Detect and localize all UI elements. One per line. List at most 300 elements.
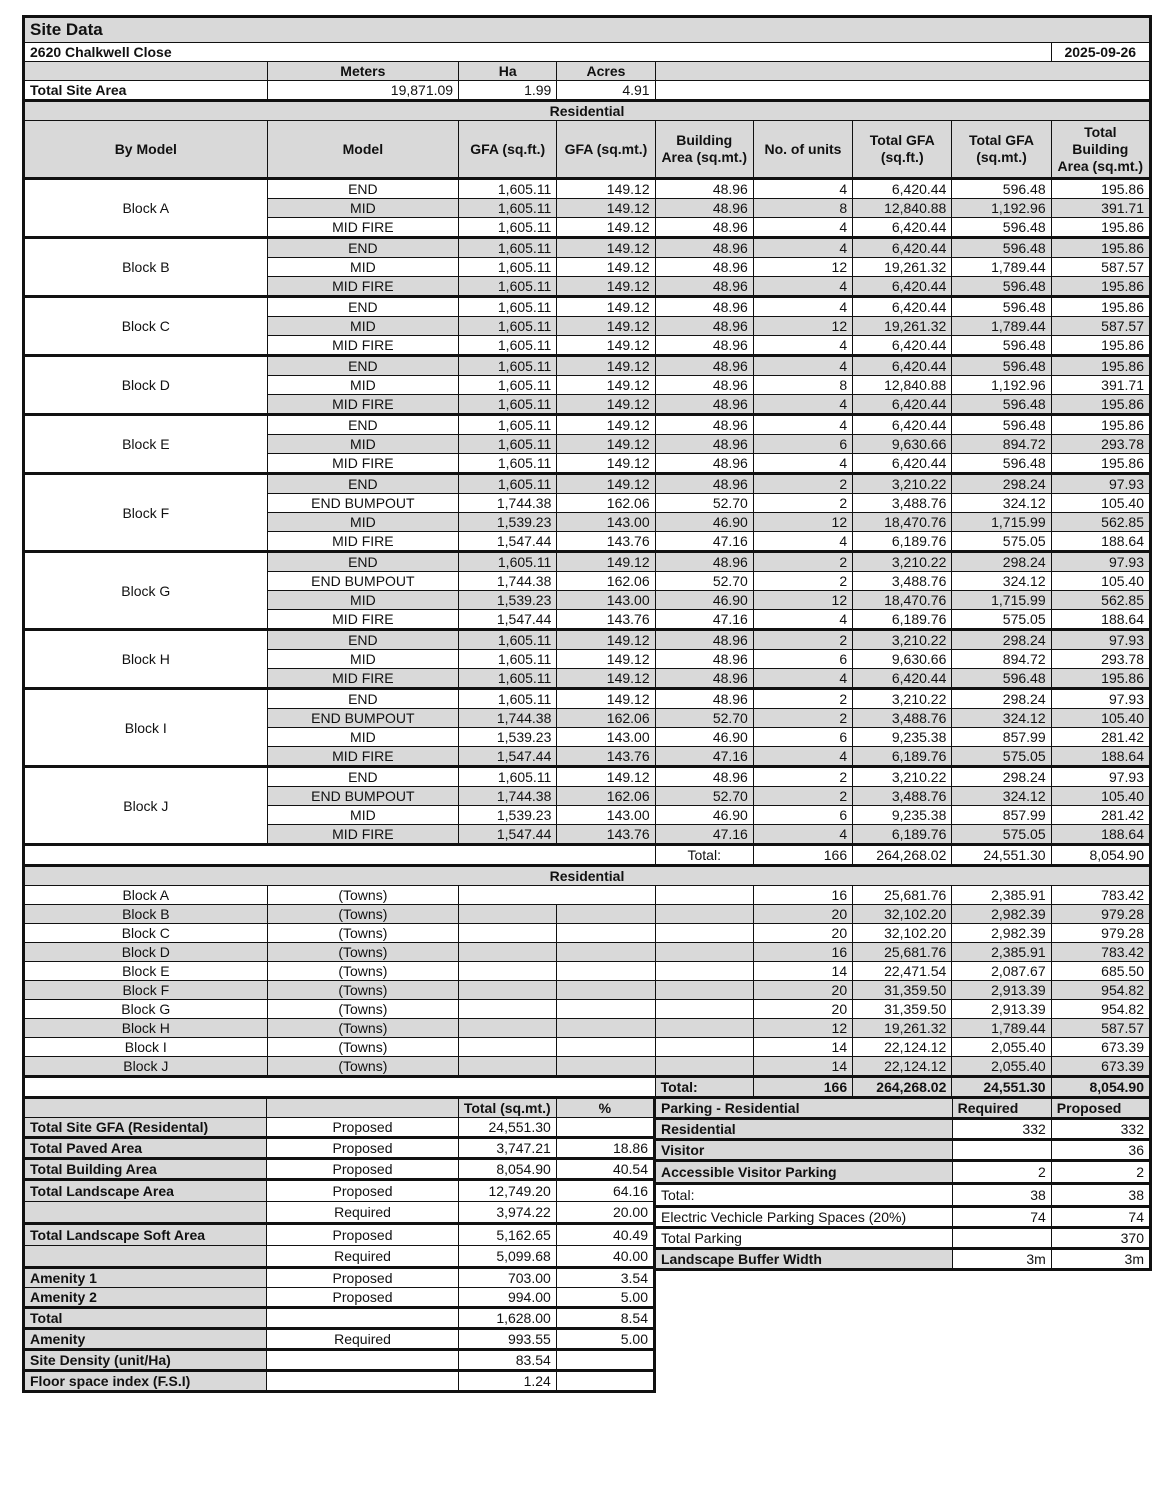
unit-count: 2 xyxy=(753,630,852,650)
total-gfa-sqm: 575.05 xyxy=(952,610,1051,630)
block-name: Block A xyxy=(24,886,268,905)
summary-percent: 5.00 xyxy=(556,1288,654,1308)
total-gfa-sqft: 31,359.50 xyxy=(853,981,952,1000)
gfa-sqft: 1,539.23 xyxy=(459,591,557,610)
model-name: MID FIRE xyxy=(267,669,458,689)
total-gfa-sqft: 6,420.44 xyxy=(853,179,952,199)
unit-count: 4 xyxy=(753,610,852,630)
summary-row xyxy=(24,1350,655,1371)
gfa-sqft: 1,547.44 xyxy=(459,747,557,767)
model-name: END BUMPOUT xyxy=(267,572,458,591)
blank-cell xyxy=(655,981,753,1000)
gfa-sqft: 1,605.11 xyxy=(459,218,557,238)
total-building-area: 979.28 xyxy=(1051,924,1150,943)
total-gfa-sqm: 324.12 xyxy=(952,572,1051,591)
total-gfa-sqft: 6,189.76 xyxy=(853,532,952,552)
total-gfa-sqft: 6,420.44 xyxy=(853,669,952,689)
residential-section-title: Residential xyxy=(24,101,1151,121)
table-row xyxy=(24,297,1151,317)
total-gfa-sqm: 1,192.96 xyxy=(952,376,1051,395)
building-area: 52.70 xyxy=(655,787,753,806)
site-area-acres: 4.91 xyxy=(557,81,655,101)
unit-count: 6 xyxy=(753,806,852,825)
summary-row xyxy=(24,1308,655,1329)
gfa-sqm: 149.12 xyxy=(557,415,655,435)
building-area: 47.16 xyxy=(655,610,753,630)
model-name: MID FIRE xyxy=(267,610,458,630)
unit-count: 4 xyxy=(753,218,852,238)
model-name: MID FIRE xyxy=(267,825,458,845)
total-gfa-sqft: 6,420.44 xyxy=(853,336,952,356)
building-area: 48.96 xyxy=(655,474,753,494)
unit-count: 20 xyxy=(753,905,852,924)
summary-label: Total Building Area xyxy=(24,1159,267,1180)
building-area: 48.96 xyxy=(655,258,753,277)
model-name: MID FIRE xyxy=(267,747,458,767)
gfa-sqft: 1,547.44 xyxy=(459,825,557,845)
summary-row xyxy=(24,1371,655,1392)
total-gfa-sqft: 19,261.32 xyxy=(853,1019,952,1038)
total-gfa-sqm: 298.24 xyxy=(952,689,1051,709)
summary-total: 1,628.00 xyxy=(458,1308,556,1329)
summary-percent: 3.54 xyxy=(556,1268,654,1288)
total-gfa-sqft: 12,840.88 xyxy=(853,199,952,218)
summary-row xyxy=(24,1159,655,1180)
total-building-area: 195.86 xyxy=(1051,179,1150,199)
total-gfa-sqft: 3,488.76 xyxy=(853,709,952,728)
building-area: 52.70 xyxy=(655,572,753,591)
gfa-sqm: 149.12 xyxy=(557,356,655,376)
model-name: MID xyxy=(267,317,458,336)
model-name: MID xyxy=(267,806,458,825)
model-name: END BUMPOUT xyxy=(267,709,458,728)
table-row xyxy=(24,630,1151,650)
unit-count: 4 xyxy=(753,277,852,297)
model-name: MID xyxy=(267,650,458,669)
table-row xyxy=(24,924,1151,943)
total-gfa-sqm: 298.24 xyxy=(952,767,1051,787)
block-name: Block E xyxy=(24,962,268,981)
block-type: (Towns) xyxy=(267,962,458,981)
block-name: Block B xyxy=(24,238,268,297)
parking-required: 2 xyxy=(952,1161,1051,1184)
summary-status xyxy=(267,1350,458,1371)
blank-cell xyxy=(557,1019,655,1038)
lower-section xyxy=(22,1096,1152,1393)
total-gfa-sqft: 9,630.66 xyxy=(853,650,952,669)
parking-proposed: 370 xyxy=(1051,1228,1150,1249)
total-gfa-sqm: 2,913.39 xyxy=(952,981,1051,1000)
parking-row xyxy=(655,1249,1151,1270)
total-gfa-sqft: 32,102.20 xyxy=(853,905,952,924)
total-building-area: 195.86 xyxy=(1051,669,1150,689)
total-building-area: 195.86 xyxy=(1051,238,1150,258)
total-building-area: 673.39 xyxy=(1051,1057,1150,1077)
sheet-title: Site Data xyxy=(24,17,1151,43)
blank-cell xyxy=(557,962,655,981)
blank-cell xyxy=(557,1038,655,1057)
by-block-total-label: Total: xyxy=(655,1077,753,1098)
gfa-sqm: 149.12 xyxy=(557,689,655,709)
total-gfa-sqft: 3,488.76 xyxy=(853,494,952,513)
model-name: MID FIRE xyxy=(267,277,458,297)
summary-row xyxy=(24,1118,655,1138)
building-area: 48.96 xyxy=(655,238,753,258)
total-gfa-sqft: 6,420.44 xyxy=(853,238,952,258)
summary-percent xyxy=(556,1350,654,1371)
block-name: Block D xyxy=(24,356,268,415)
blank-cell xyxy=(24,1098,267,1118)
total-building-area: 188.64 xyxy=(1051,610,1150,630)
summary-status: Proposed xyxy=(267,1180,458,1202)
total-gfa-sqft: 22,471.54 xyxy=(853,962,952,981)
gfa-sqft: 1,744.38 xyxy=(459,787,557,806)
gfa-sqft: 1,605.11 xyxy=(459,669,557,689)
summary-table xyxy=(22,1096,656,1393)
unit-count: 4 xyxy=(753,238,852,258)
table-row xyxy=(24,962,1151,981)
model-name: END xyxy=(267,415,458,435)
summary-row xyxy=(24,1224,655,1246)
table-row xyxy=(24,1019,1151,1038)
gfa-sqft: 1,605.11 xyxy=(459,376,557,395)
total-gfa-sqft: 19,261.32 xyxy=(853,258,952,277)
total-gfa-sqm: 596.48 xyxy=(952,669,1051,689)
summary-total: 994.00 xyxy=(458,1288,556,1308)
summary-label: Site Density (unit/Ha) xyxy=(24,1350,267,1371)
block-name: Block J xyxy=(24,1057,268,1077)
blank-cell xyxy=(459,1019,557,1038)
col-units: No. of units xyxy=(753,121,852,179)
parking-row xyxy=(655,1228,1151,1249)
gfa-sqm: 149.12 xyxy=(557,277,655,297)
col-required: Required xyxy=(952,1098,1051,1119)
block-name: Block C xyxy=(24,297,268,356)
total-building-area: 188.64 xyxy=(1051,747,1150,767)
gfa-sqft: 1,539.23 xyxy=(459,806,557,825)
summary-row xyxy=(24,1246,655,1268)
total-building-area: 281.42 xyxy=(1051,728,1150,747)
total-gfa-sqft: 18,470.76 xyxy=(853,513,952,532)
col-total-building-area: Total Building Area (sq.mt.) xyxy=(1051,121,1150,179)
gfa-sqm: 149.12 xyxy=(557,199,655,218)
block-name: Block C xyxy=(24,924,268,943)
model-name: MID xyxy=(267,513,458,532)
blank-cell xyxy=(557,1057,655,1077)
summary-status: Proposed xyxy=(267,1118,458,1138)
summary-percent: 40.49 xyxy=(556,1224,654,1246)
parking-section-title: Parking - Residential xyxy=(655,1098,953,1119)
total-gfa-sqft: 22,124.12 xyxy=(853,1038,952,1057)
by-model-total-gfa-sqft: 264,268.02 xyxy=(853,845,952,866)
building-area: 47.16 xyxy=(655,825,753,845)
building-area: 48.96 xyxy=(655,454,753,474)
gfa-sqm: 143.76 xyxy=(557,610,655,630)
unit-count: 4 xyxy=(753,454,852,474)
parking-proposed: 74 xyxy=(1051,1207,1150,1228)
model-name: MID xyxy=(267,591,458,610)
total-gfa-sqft: 6,420.44 xyxy=(853,395,952,415)
unit-count: 16 xyxy=(753,886,852,905)
unit-count: 2 xyxy=(753,474,852,494)
gfa-sqm: 149.12 xyxy=(557,376,655,395)
model-name: MID FIRE xyxy=(267,336,458,356)
gfa-sqft: 1,744.38 xyxy=(459,494,557,513)
by-model-total-label: Total: xyxy=(655,845,753,866)
table-row xyxy=(24,179,1151,199)
unit-count: 8 xyxy=(753,199,852,218)
blank-cell xyxy=(459,1000,557,1019)
blank-cell xyxy=(655,905,753,924)
blank-cell xyxy=(459,905,557,924)
gfa-sqft: 1,539.23 xyxy=(459,728,557,747)
parking-required xyxy=(952,1140,1051,1161)
total-gfa-sqm: 298.24 xyxy=(952,630,1051,650)
unit-count: 4 xyxy=(753,747,852,767)
summary-label: Total xyxy=(24,1308,267,1329)
total-gfa-sqm: 596.48 xyxy=(952,395,1051,415)
unit-count: 12 xyxy=(753,317,852,336)
total-building-area: 97.93 xyxy=(1051,689,1150,709)
total-gfa-sqft: 6,420.44 xyxy=(853,356,952,376)
total-gfa-sqft: 6,420.44 xyxy=(853,415,952,435)
model-name: END BUMPOUT xyxy=(267,494,458,513)
parking-label: Visitor xyxy=(655,1140,953,1161)
total-gfa-sqm: 298.24 xyxy=(952,474,1051,494)
total-gfa-sqft: 3,210.22 xyxy=(853,689,952,709)
total-gfa-sqft: 3,210.22 xyxy=(853,767,952,787)
unit-count: 20 xyxy=(753,981,852,1000)
parking-label: Residential xyxy=(655,1119,953,1140)
total-gfa-sqm: 596.48 xyxy=(952,238,1051,258)
parking-row xyxy=(655,1161,1151,1184)
blank-cell xyxy=(655,943,753,962)
unit-count: 12 xyxy=(753,258,852,277)
total-gfa-sqft: 9,235.38 xyxy=(853,728,952,747)
table-row xyxy=(24,356,1151,376)
summary-row xyxy=(24,1268,655,1288)
table-row xyxy=(24,238,1151,258)
blank-cell xyxy=(557,905,655,924)
blank-cell xyxy=(557,981,655,1000)
summary-label: Amenity 2 xyxy=(24,1288,267,1308)
gfa-sqft: 1,605.11 xyxy=(459,552,557,572)
block-type: (Towns) xyxy=(267,905,458,924)
block-type: (Towns) xyxy=(267,886,458,905)
building-area: 47.16 xyxy=(655,532,753,552)
building-area: 46.90 xyxy=(655,591,753,610)
summary-row xyxy=(24,1180,655,1202)
parking-label: Electric Vechicle Parking Spaces (20%) xyxy=(655,1207,953,1228)
total-gfa-sqft: 19,261.32 xyxy=(853,317,952,336)
unit-count: 4 xyxy=(753,532,852,552)
block-name: Block I xyxy=(24,689,268,767)
summary-row xyxy=(24,1329,655,1350)
site-area-meters: 19,871.09 xyxy=(267,81,458,101)
total-building-area: 954.82 xyxy=(1051,1000,1150,1019)
total-gfa-sqm: 596.48 xyxy=(952,218,1051,238)
summary-status: Proposed xyxy=(267,1224,458,1246)
summary-total: 5,162.65 xyxy=(458,1224,556,1246)
parking-required: 332 xyxy=(952,1119,1051,1140)
summary-percent: 64.16 xyxy=(556,1180,654,1202)
total-building-area: 97.93 xyxy=(1051,767,1150,787)
model-name: MID xyxy=(267,376,458,395)
total-gfa-sqft: 12,840.88 xyxy=(853,376,952,395)
col-meters: Meters xyxy=(267,62,458,81)
model-name: MID xyxy=(267,199,458,218)
total-gfa-sqm: 1,789.44 xyxy=(952,258,1051,277)
gfa-sqft: 1,605.11 xyxy=(459,435,557,454)
total-gfa-sqm: 2,385.91 xyxy=(952,886,1051,905)
parking-proposed: 2 xyxy=(1051,1161,1150,1184)
gfa-sqm: 162.06 xyxy=(557,494,655,513)
gfa-sqm: 149.12 xyxy=(557,474,655,494)
building-area: 52.70 xyxy=(655,709,753,728)
total-gfa-sqm: 857.99 xyxy=(952,728,1051,747)
unit-count: 16 xyxy=(753,943,852,962)
building-area: 48.96 xyxy=(655,395,753,415)
model-name: END xyxy=(267,179,458,199)
summary-label: Total Landscape Area xyxy=(24,1180,267,1202)
building-area: 48.96 xyxy=(655,376,753,395)
blank-cell xyxy=(459,924,557,943)
gfa-sqft: 1,605.11 xyxy=(459,767,557,787)
summary-percent: 40.00 xyxy=(556,1246,654,1268)
model-name: END xyxy=(267,474,458,494)
blank-cell xyxy=(459,943,557,962)
unit-count: 4 xyxy=(753,669,852,689)
gfa-sqm: 149.12 xyxy=(557,336,655,356)
unit-count: 12 xyxy=(753,591,852,610)
site-area-ha: 1.99 xyxy=(459,81,557,101)
total-gfa-sqft: 25,681.76 xyxy=(853,943,952,962)
gfa-sqm: 143.00 xyxy=(557,728,655,747)
by-block-total-building-area: 8,054.90 xyxy=(1051,1077,1150,1098)
gfa-sqft: 1,744.38 xyxy=(459,709,557,728)
block-name: Block F xyxy=(24,474,268,552)
total-gfa-sqm: 857.99 xyxy=(952,806,1051,825)
summary-label: Total Site GFA (Residental) xyxy=(24,1118,267,1138)
total-gfa-sqft: 9,630.66 xyxy=(853,435,952,454)
total-building-area: 673.39 xyxy=(1051,1038,1150,1057)
sheet-date: 2025-09-26 xyxy=(1051,43,1150,62)
building-area: 48.96 xyxy=(655,689,753,709)
blank-cell xyxy=(24,1077,656,1098)
summary-total: 1.24 xyxy=(458,1371,556,1392)
model-name: END xyxy=(267,689,458,709)
total-gfa-sqft: 3,210.22 xyxy=(853,630,952,650)
site-data-sheet xyxy=(22,15,1152,1393)
total-building-area: 97.93 xyxy=(1051,474,1150,494)
total-building-area: 293.78 xyxy=(1051,650,1150,669)
gfa-sqft: 1,605.11 xyxy=(459,356,557,376)
total-building-area: 195.86 xyxy=(1051,218,1150,238)
parking-required: 3m xyxy=(952,1249,1051,1270)
total-gfa-sqft: 25,681.76 xyxy=(853,886,952,905)
table-row xyxy=(24,1038,1151,1057)
total-gfa-sqm: 575.05 xyxy=(952,825,1051,845)
table-row xyxy=(24,474,1151,494)
summary-label xyxy=(24,1202,267,1224)
blank-cell xyxy=(459,981,557,1000)
gfa-sqm: 143.76 xyxy=(557,532,655,552)
blank-cell xyxy=(655,62,1150,81)
model-name: MID xyxy=(267,728,458,747)
total-gfa-sqft: 9,235.38 xyxy=(853,806,952,825)
total-gfa-sqm: 1,715.99 xyxy=(952,513,1051,532)
blank-cell xyxy=(655,1057,753,1077)
total-building-area: 293.78 xyxy=(1051,435,1150,454)
model-name: END xyxy=(267,767,458,787)
block-name: Block E xyxy=(24,415,268,474)
total-gfa-sqft: 32,102.20 xyxy=(853,924,952,943)
model-name: MID FIRE xyxy=(267,395,458,415)
col-proposed: Proposed xyxy=(1051,1098,1150,1119)
gfa-sqft: 1,605.11 xyxy=(459,258,557,277)
header-table xyxy=(22,15,1152,102)
gfa-sqft: 1,605.11 xyxy=(459,238,557,258)
parking-row xyxy=(655,1119,1151,1140)
table-row xyxy=(24,1000,1151,1019)
summary-status: Required xyxy=(267,1329,458,1350)
gfa-sqm: 149.12 xyxy=(557,767,655,787)
site-address: 2620 Chalkwell Close xyxy=(24,43,1052,62)
gfa-sqm: 149.12 xyxy=(557,238,655,258)
total-building-area: 97.93 xyxy=(1051,630,1150,650)
total-gfa-sqm: 1,715.99 xyxy=(952,591,1051,610)
gfa-sqm: 149.12 xyxy=(557,650,655,669)
total-building-area: 97.93 xyxy=(1051,552,1150,572)
blank-cell xyxy=(655,81,1150,101)
blank-cell xyxy=(557,943,655,962)
unit-count: 8 xyxy=(753,376,852,395)
building-area: 48.96 xyxy=(655,218,753,238)
gfa-sqm: 149.12 xyxy=(557,454,655,474)
total-building-area: 195.86 xyxy=(1051,336,1150,356)
col-percent: % xyxy=(556,1098,654,1118)
gfa-sqft: 1,605.11 xyxy=(459,199,557,218)
unit-count: 6 xyxy=(753,435,852,454)
blank-cell xyxy=(655,924,753,943)
gfa-sqft: 1,605.11 xyxy=(459,474,557,494)
parking-proposed: 38 xyxy=(1051,1184,1150,1207)
summary-status: Required xyxy=(267,1246,458,1268)
gfa-sqm: 162.06 xyxy=(557,787,655,806)
total-building-area: 954.82 xyxy=(1051,981,1150,1000)
gfa-sqft: 1,605.11 xyxy=(459,630,557,650)
building-area: 48.96 xyxy=(655,336,753,356)
total-gfa-sqm: 2,055.40 xyxy=(952,1038,1051,1057)
gfa-sqm: 149.12 xyxy=(557,630,655,650)
blank-cell xyxy=(655,1038,753,1057)
summary-status: Proposed xyxy=(267,1159,458,1180)
block-type: (Towns) xyxy=(267,1057,458,1077)
summary-status: Proposed xyxy=(267,1288,458,1308)
parking-required xyxy=(952,1228,1051,1249)
total-gfa-sqm: 596.48 xyxy=(952,356,1051,376)
model-name: END xyxy=(267,238,458,258)
total-gfa-sqm: 324.12 xyxy=(952,787,1051,806)
summary-body xyxy=(24,1118,655,1392)
blank-cell xyxy=(459,962,557,981)
model-name: END xyxy=(267,630,458,650)
table-row xyxy=(24,767,1151,787)
building-area: 48.96 xyxy=(655,179,753,199)
model-name: END BUMPOUT xyxy=(267,787,458,806)
residential-block-section-title: Residential xyxy=(24,866,1151,886)
blank-cell xyxy=(459,1057,557,1077)
